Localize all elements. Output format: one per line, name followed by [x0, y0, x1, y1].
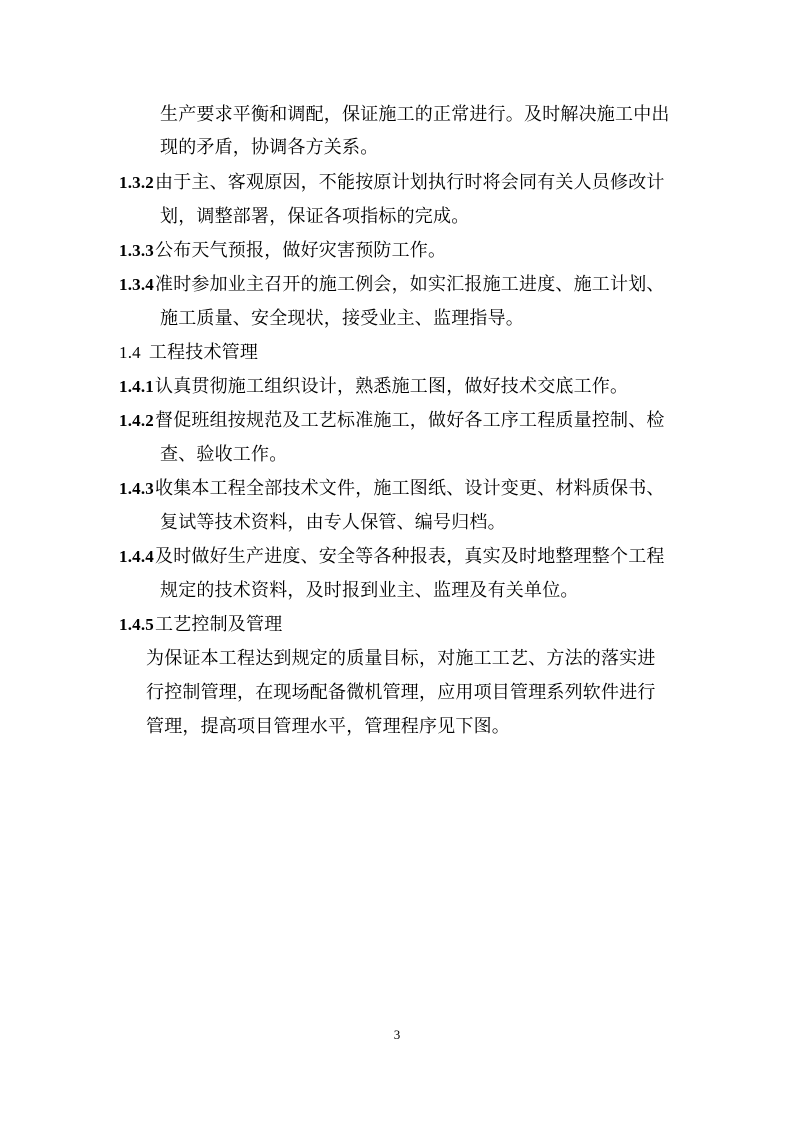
item-1-3-4-line-1	[119, 273, 665, 297]
section-number: 1.4	[119, 343, 141, 362]
item-1-4-5-paragraph-line-1	[146, 647, 656, 671]
paragraph-text: 管理，提高项目管理水平，管理程序见下图。	[146, 716, 510, 737]
item-text: 及时做好生产进度、安全等各种报表，真实及时地整理整个工程	[155, 546, 665, 567]
item-text: 复试等技术资料，由专人保管、编号归档。	[160, 512, 506, 533]
item-text: 收集本工程全部技术文件，施工图纸、设计变更、材料质保书、	[155, 478, 665, 499]
item-text: 督促班组按规范及工艺标准施工，做好各工序工程质量控制、检	[155, 410, 665, 431]
item-number: 1.4.1	[119, 377, 154, 396]
section-heading-1-4	[119, 341, 258, 365]
item-1-3-4-line-2	[160, 307, 524, 331]
item-text: 施工质量、安全现状，接受业主、监理指导。	[160, 308, 524, 329]
item-title: 工艺控制及管理	[155, 614, 283, 635]
item-text: 由于主、客观原因，不能按原计划执行时将会同有关人员修改计	[155, 172, 665, 193]
item-number: 1.4.4	[119, 547, 154, 566]
item-1-4-2-line-2	[160, 443, 287, 467]
item-1-4-4-line-1	[119, 545, 665, 569]
item-1-4-4-line-2	[160, 579, 579, 603]
item-1-4-5-paragraph-line-2	[146, 681, 656, 705]
item-number: 1.3.2	[119, 173, 154, 192]
item-number: 1.3.3	[119, 241, 154, 260]
item-text: 划，调整部署，保证各项指标的完成。	[160, 206, 470, 227]
paragraph-continuation-line-2	[160, 136, 378, 160]
item-1-4-3-line-1	[119, 477, 665, 501]
item-number: 1.4.2	[119, 411, 154, 430]
item-text: 准时参加业主召开的施工例会，如实汇报施工进度、施工计划、	[155, 274, 665, 295]
page-number: 3	[393, 1027, 401, 1042]
paragraph-text: 为保证本工程达到规定的质量目标，对施工工艺、方法的落实进	[146, 648, 656, 669]
item-1-4-5-heading	[119, 613, 282, 637]
text: 现的矛盾，协调各方关系。	[160, 137, 379, 158]
item-text: 认真贯彻施工组织设计，熟悉施工图，做好技术交底工作。	[155, 376, 629, 397]
item-number: 1.4.3	[119, 479, 154, 498]
item-text: 公布天气预报，做好灾害预防工作。	[155, 240, 447, 261]
item-text: 规定的技术资料，及时报到业主、监理及有关单位。	[160, 580, 579, 601]
item-1-3-2-line-1	[119, 171, 665, 195]
item-1-3-3	[119, 239, 446, 263]
item-1-4-2-line-1	[119, 409, 665, 433]
item-1-4-3-line-2	[160, 511, 506, 535]
item-1-4-5-paragraph-line-3	[146, 715, 510, 739]
paragraph-text: 行控制管理，在现场配备微机管理，应用项目管理系列软件进行	[146, 682, 656, 703]
item-number: 1.4.5	[119, 615, 154, 634]
item-number: 1.3.4	[119, 275, 154, 294]
paragraph-continuation-line-1	[160, 103, 670, 127]
item-text: 查、验收工作。	[160, 444, 288, 465]
item-1-3-2-line-2	[160, 205, 469, 229]
section-title: 工程技术管理	[148, 342, 259, 363]
item-1-4-1	[119, 375, 628, 399]
text: 生产要求平衡和调配，保证施工的正常进行。及时解决施工中出	[160, 104, 670, 125]
